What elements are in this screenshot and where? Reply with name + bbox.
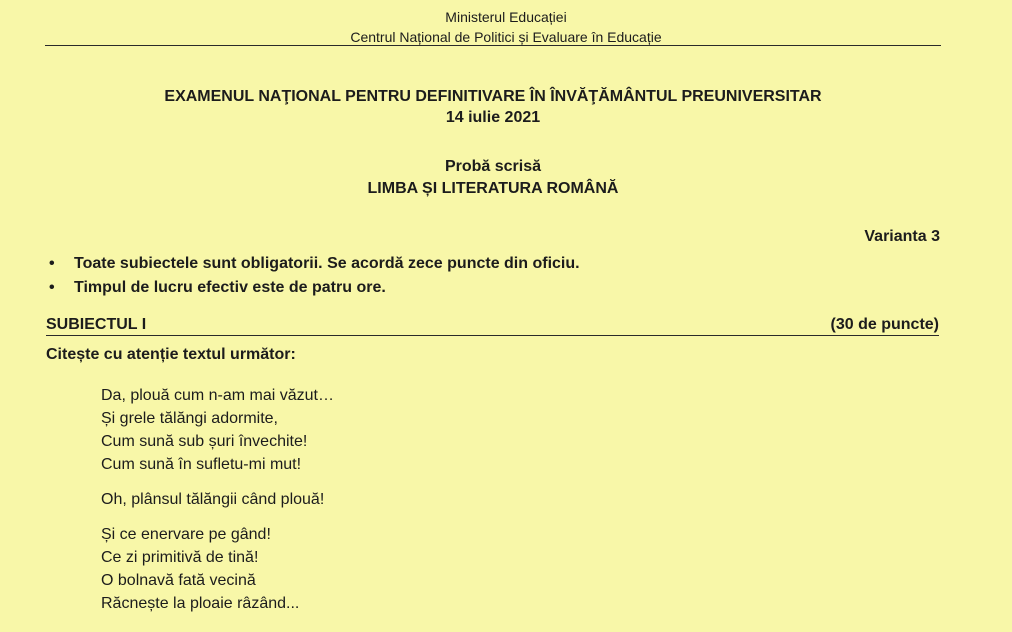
variant-label: Varianta 3: [864, 228, 940, 245]
poem-verse: Oh, plânsul tălăngii când plouă!: [101, 491, 325, 508]
poem-stanza: [101, 384, 334, 476]
poem-verse: Și grele tălăngi adormite,: [101, 410, 278, 427]
poem-verse: Și ce enervare pe gând!: [101, 526, 271, 543]
instruction-text: Toate subiectele sunt obligatorii. Se acordă zece puncte din oficiu.: [74, 255, 580, 272]
reading-instruction: Citește cu atenție textul următor:: [46, 346, 296, 363]
instructions-list: [46, 252, 580, 300]
poem-verse: Da, plouă cum n-am mai văzut…: [101, 387, 334, 404]
poem-stanza: [101, 488, 334, 511]
ministry-name: Ministerul Educației: [445, 9, 567, 25]
exam-subject: LIMBA ȘI LITERATURA ROMÂNĂ: [367, 180, 619, 197]
section-points: (30 de puncte): [830, 316, 939, 333]
bullet-icon: •: [49, 255, 55, 272]
poem-verse: O bolnavă fată vecină: [101, 572, 256, 589]
header-divider: [45, 45, 941, 46]
center-name: Centrul Național de Politici și Evaluare în Educație: [350, 29, 662, 45]
section-title: SUBIECTUL I: [46, 316, 147, 333]
test-type: Probă scrisă: [444, 158, 542, 175]
poem-verse: Cum sună în sufletu-mi mut!: [101, 456, 302, 473]
poem-stanza: [101, 523, 334, 615]
poem-verse: Răcnește la ploaie râzând...: [101, 595, 300, 612]
poem-text: [101, 384, 334, 627]
poem-verse: Ce zi primitivă de tină!: [101, 549, 259, 566]
poem-verse: Cum sună sub șuri învechite!: [101, 433, 308, 450]
instruction-item: [46, 252, 580, 276]
bullet-icon: •: [49, 279, 55, 296]
section-heading: [46, 315, 939, 336]
instruction-text: Timpul de lucru efectiv este de patru ore.: [74, 279, 386, 296]
exam-date: 14 iulie 2021: [445, 109, 541, 126]
instruction-item: [46, 276, 580, 300]
exam-title: EXAMENUL NAŢIONAL PENTRU DEFINITIVARE ÎN ÎNVĂŢĂMÂNTUL PREUNIVERSITAR: [164, 88, 822, 105]
